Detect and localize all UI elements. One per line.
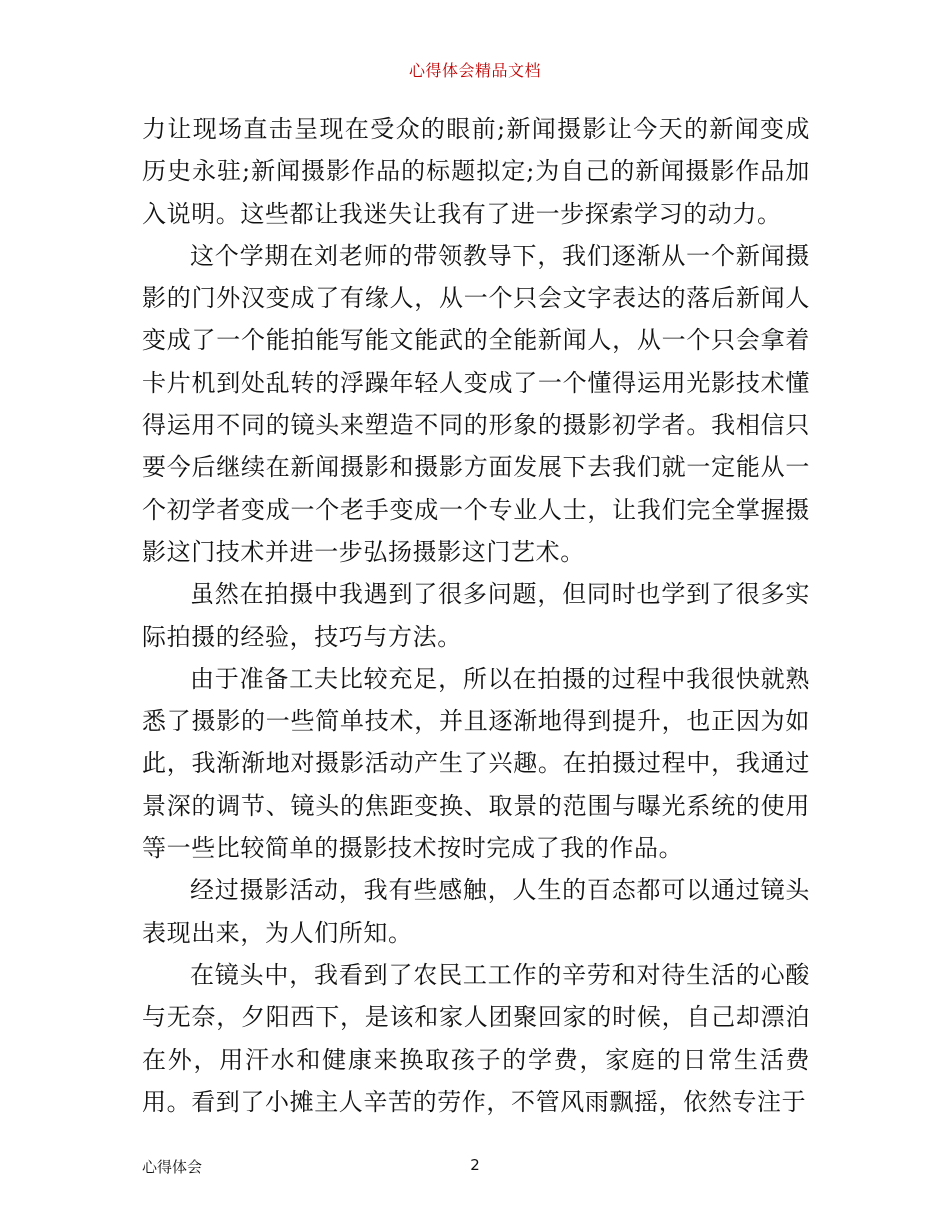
footer-label: 心得体会 bbox=[142, 1158, 203, 1176]
paragraph: 虽然在拍摄中我遇到了很多问题，但同时也学到了很多实际拍摄的经验，技巧与方法。 bbox=[142, 580, 810, 651]
paragraph: 经过摄影活动，我有些感触，人生的百态都可以通过镜头表现出来，为人们所知。 bbox=[142, 876, 810, 947]
paragraph-continued: 力让现场直击呈现在受众的眼前;新闻摄影让今天的新闻变成历史永驻;新闻摄影作品的标题拟定;为自己的新闻摄影作品加入说明。这些都让我迷失让我有了进一步探索学习的动力。 bbox=[142, 115, 810, 228]
page-number: 2 bbox=[470, 1156, 480, 1174]
paragraph: 由于准备工夫比较充足，所以在拍摄的过程中我很快就熟悉了摄影的一些简单技术，并且逐渐地得到提升，也正因为如此，我渐渐地对摄影活动产生了兴趣。在拍摄过程中，我通过景深的调节、镜头的焦距变换、取景的范围与曝光系统的使用等一些比较简单的摄影技术按时完成了我的作品。 bbox=[142, 664, 810, 863]
paragraph: 在镜头中，我看到了农民工工作的辛劳和对待生活的心酸与无奈，夕阳西下，是该和家人团聚回家的时候，自己却漂泊在外，用汗水和健康来换取孩子的学费，家庭的日常生活费用。看到了小摊主人辛苦的劳作，不管风雨飘摇，依然专注于 bbox=[142, 960, 810, 1116]
document-body bbox=[142, 108, 810, 1123]
paragraph: 这个学期在刘老师的带领教导下，我们逐渐从一个新闻摄影的门外汉变成了有缘人，从一个只会文字表达的落后新闻人变成了一个能拍能写能文能武的全能新闻人，从一个只会拿着卡片机到处乱转的浮躁年轻人变成了一个懂得运用光影技术懂得运用不同的镜头来塑造不同的形象的摄影初学者。我相信只要今后继续在新闻摄影和摄影方面发展下去我们就一定能从一个初学者变成一个老手变成一个专业人士，让我们完全掌握摄影这门技术并进一步弘扬摄影这门艺术。 bbox=[142, 241, 810, 566]
page-header-title: 心得体会精品文档 bbox=[408, 61, 541, 80]
